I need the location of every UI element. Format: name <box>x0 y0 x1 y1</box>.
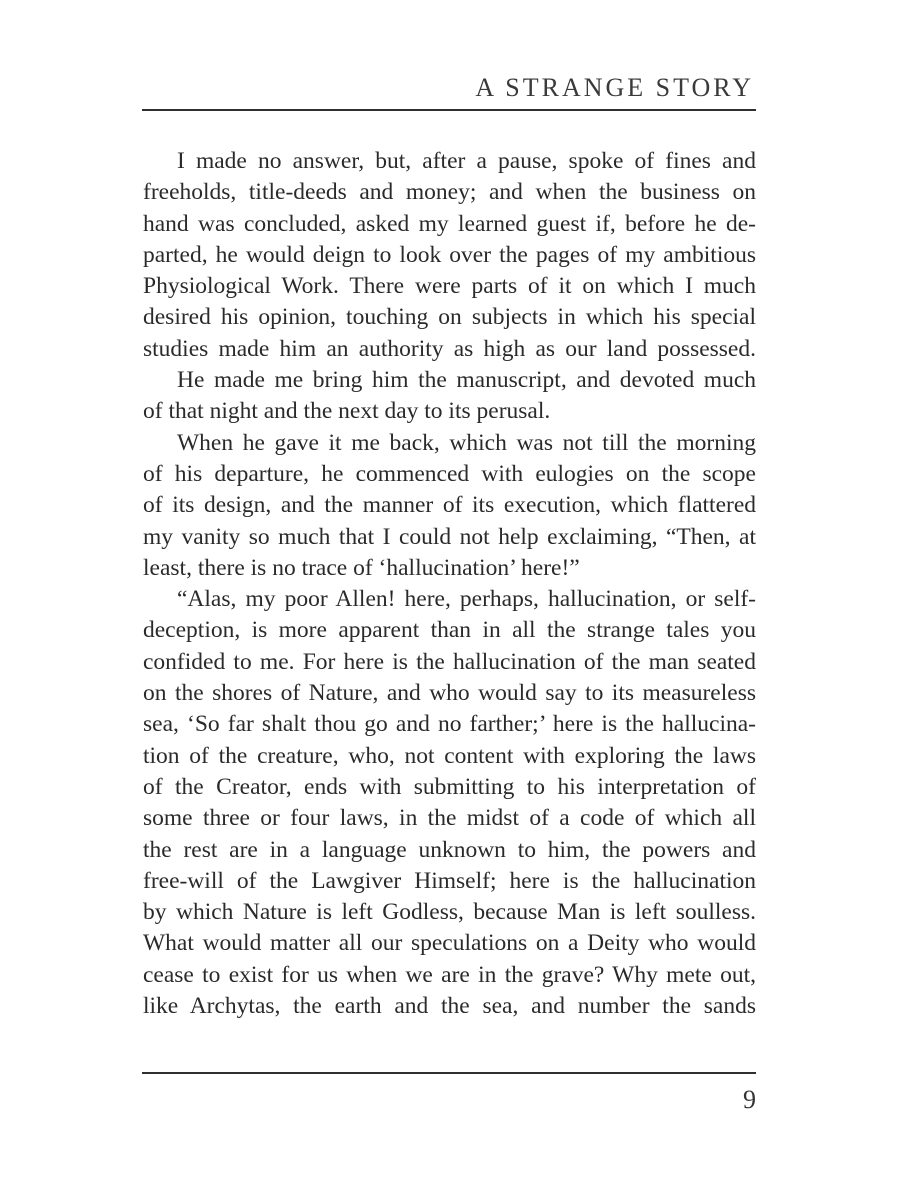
text-line: What would matter all our speculations on a Deity who would <box>143 930 756 957</box>
text-line: of the Creator, ends with submitting to his interpretation of <box>143 773 756 800</box>
text-line: confided to me. For here is the hallucination of the man seated <box>143 648 756 675</box>
text-line: cease to exist for us when we are in the grave? Why mete out, <box>143 961 756 988</box>
text-line: my vanity so much that I could not help exclaiming, “Then, at <box>143 523 756 550</box>
text-line: parted, he would deign to look over the pages of my ambitious <box>143 241 756 268</box>
running-head: A STRANGE STORY <box>475 73 754 102</box>
header-rule <box>142 109 756 111</box>
text-line: of his departure, he commenced with eulogies on the scope <box>143 460 756 487</box>
text-line: When he gave it me back, which was not till the morning <box>177 429 756 456</box>
text-line: He made me bring him the manuscript, and devoted much <box>177 367 756 394</box>
text-line: like Archytas, the earth and the sea, and number the sands <box>143 993 756 1020</box>
footer-rule <box>142 1072 756 1074</box>
text-line: free-will of the Lawgiver Himself; here is the hallucination <box>143 867 756 894</box>
text-line: the rest are in a language unknown to him, the powers and <box>143 836 756 863</box>
text-line: by which Nature is left Godless, because Man is left soulless. <box>143 899 756 926</box>
text-line: “Alas, my poor Allen! here, perhaps, hallucination, or self- <box>177 586 756 613</box>
text-line: desired his opinion, touching on subjects in which his special <box>143 304 756 331</box>
text-line: sea, ‘So far shalt thou go and no farther;’ here is the hallucina- <box>143 711 756 738</box>
text-line: on the shores of Nature, and who would say to its measureless <box>143 680 756 707</box>
text-line: deception, is more apparent than in all the strange tales you <box>143 617 756 644</box>
page-number: 9 <box>743 1085 756 1114</box>
text-line: some three or four laws, in the midst of a code of which all <box>143 805 756 832</box>
text-line: tion of the creature, who, not content with exploring the laws <box>143 742 756 769</box>
text-line: of that night and the next day to its perusal. <box>143 398 551 425</box>
text-line: least, there is no trace of ‘hallucination’ here!” <box>143 554 580 581</box>
text-line: of its design, and the manner of its execution, which flattered <box>143 492 756 519</box>
text-line: Physiological Work. There were parts of it on which I much <box>143 273 756 300</box>
text-line: freeholds, title-deeds and money; and when the business on <box>143 179 756 206</box>
text-line: I made no answer, but, after a pause, spoke of fines and <box>177 148 756 174</box>
body-text <box>143 146 756 1022</box>
text-line: studies made him an authority as high as our land possessed. <box>143 335 756 362</box>
text-line: hand was concluded, asked my learned guest if, before he de- <box>143 210 756 237</box>
